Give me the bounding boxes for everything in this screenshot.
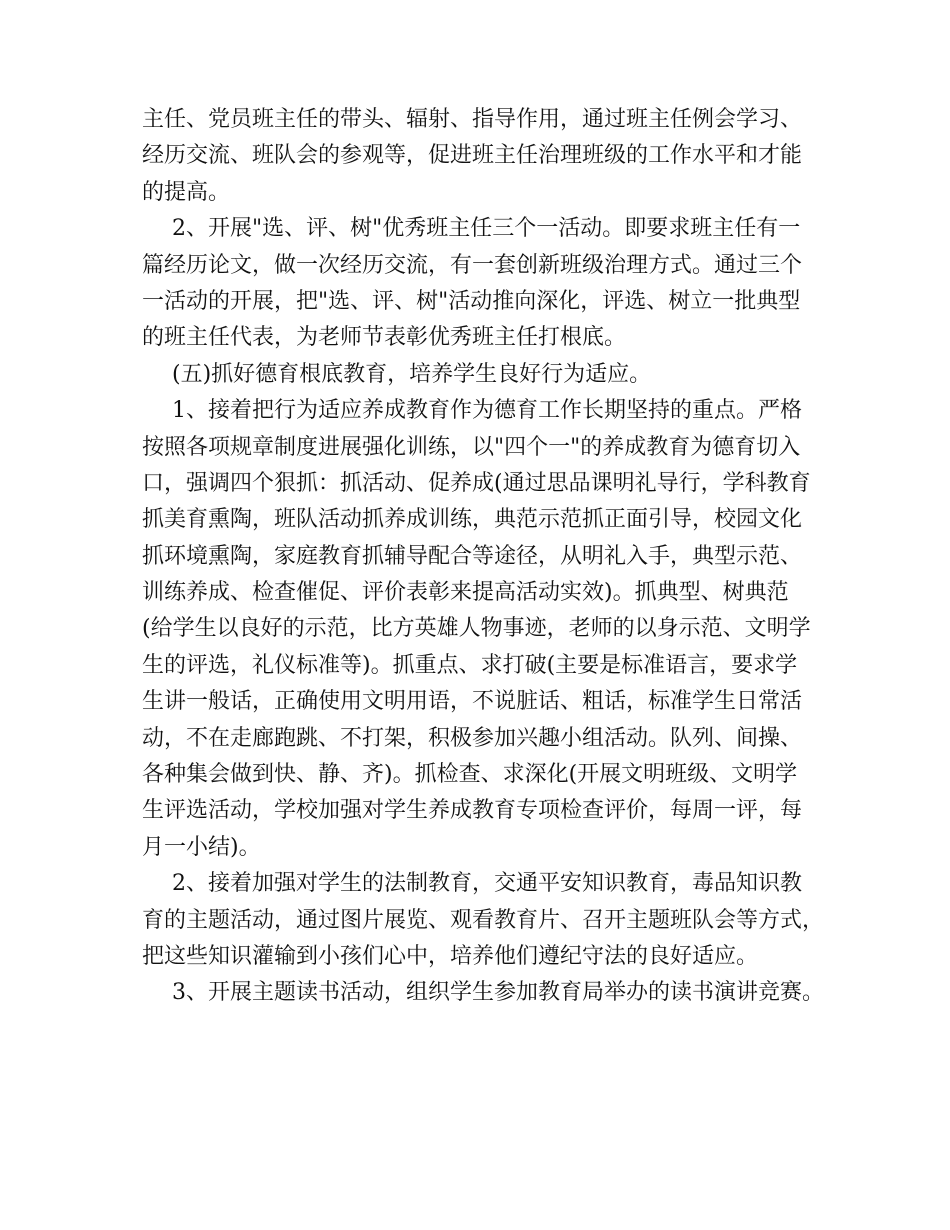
- text-line: 各种集会做到快、静、齐)。抓检查、求深化(开展文明班级、文明学: [142, 762, 798, 788]
- text-line: 抓环境熏陶，家庭教育抓辅导配合等途径，从明礼入手，典型示范、: [142, 543, 803, 569]
- text-line: 生讲一般话，正确使用文明用语，不说脏话、粗话，标准学生日常活: [142, 689, 803, 715]
- text-line: (五)抓好德育根底教育，培养学生良好行为适应。: [172, 361, 652, 387]
- text-line: 2、接着加强对学生的法制教育，交通平安知识教育，毒品知识教: [172, 871, 802, 897]
- text-line: 抓美育熏陶，班队活动抓养成训练，典范示范抓正面引导，校园文化: [142, 507, 803, 533]
- text-line: 1、接着把行为适应养成教育作为德育工作长期坚持的重点。严格: [172, 398, 802, 424]
- text-line: 按照各项规章制度进展强化训练，以"四个一"的养成教育为德育切入: [142, 434, 801, 460]
- text-line: 育的主题活动，通过图片展览、观看教育片、召开主题班队会等方式，: [142, 907, 825, 933]
- text-line: 2、开展"选、评、树"优秀班主任三个一活动。即要求班主任有一: [172, 216, 801, 242]
- text-line: 主任、党员班主任的带头、辐射、指导作用，通过班主任例会学习、: [142, 107, 803, 132]
- text-line: 生的评选，礼仪标准等)。抓重点、求打破(主要是标准语言，要求学: [142, 652, 798, 678]
- text-line: 动，不在走廊跑跳、不打架，积极参加兴趣小组活动。队列、间操、: [142, 725, 803, 751]
- text-line: 的班主任代表，为老师节表彰优秀班主任打根底。: [142, 325, 627, 351]
- text-line: 口，强调四个狠抓：抓活动、促养成(通过思品课明礼导行，学科教育: [142, 470, 811, 496]
- text-line: 训练养成、检查催促、评价表彰来提高活动实效)。抓典型、树典范: [142, 580, 789, 606]
- text-line: 篇经历论文，做一次经历交流，有一套创新班级治理方式。通过三个: [142, 252, 803, 278]
- text-line: 经历交流、班队会的参观等，促进班主任治理班级的工作水平和才能: [142, 143, 803, 169]
- text-line: 的提高。: [142, 179, 231, 205]
- text-line: 一活动的开展，把"选、评、树"活动推向深化，评选、树立一批典型: [142, 288, 801, 314]
- body-text: [142, 102, 832, 1012]
- text-line: (给学生以良好的示范，比方英雄人物事迹，老师的以身示范、文明学: [142, 616, 811, 642]
- text-line: 3、开展主题读书活动，组织学生参加教育局举办的读书演讲竞赛。: [172, 980, 824, 1006]
- text-line: 把这些知识灌输到小孩们心中，培养他们遵纪守法的良好适应。: [142, 943, 759, 969]
- text-line: 生评选活动，学校加强对学生养成教育专项检查评价，每周一评，每: [142, 798, 803, 824]
- text-line: 月一小结)。: [142, 834, 261, 860]
